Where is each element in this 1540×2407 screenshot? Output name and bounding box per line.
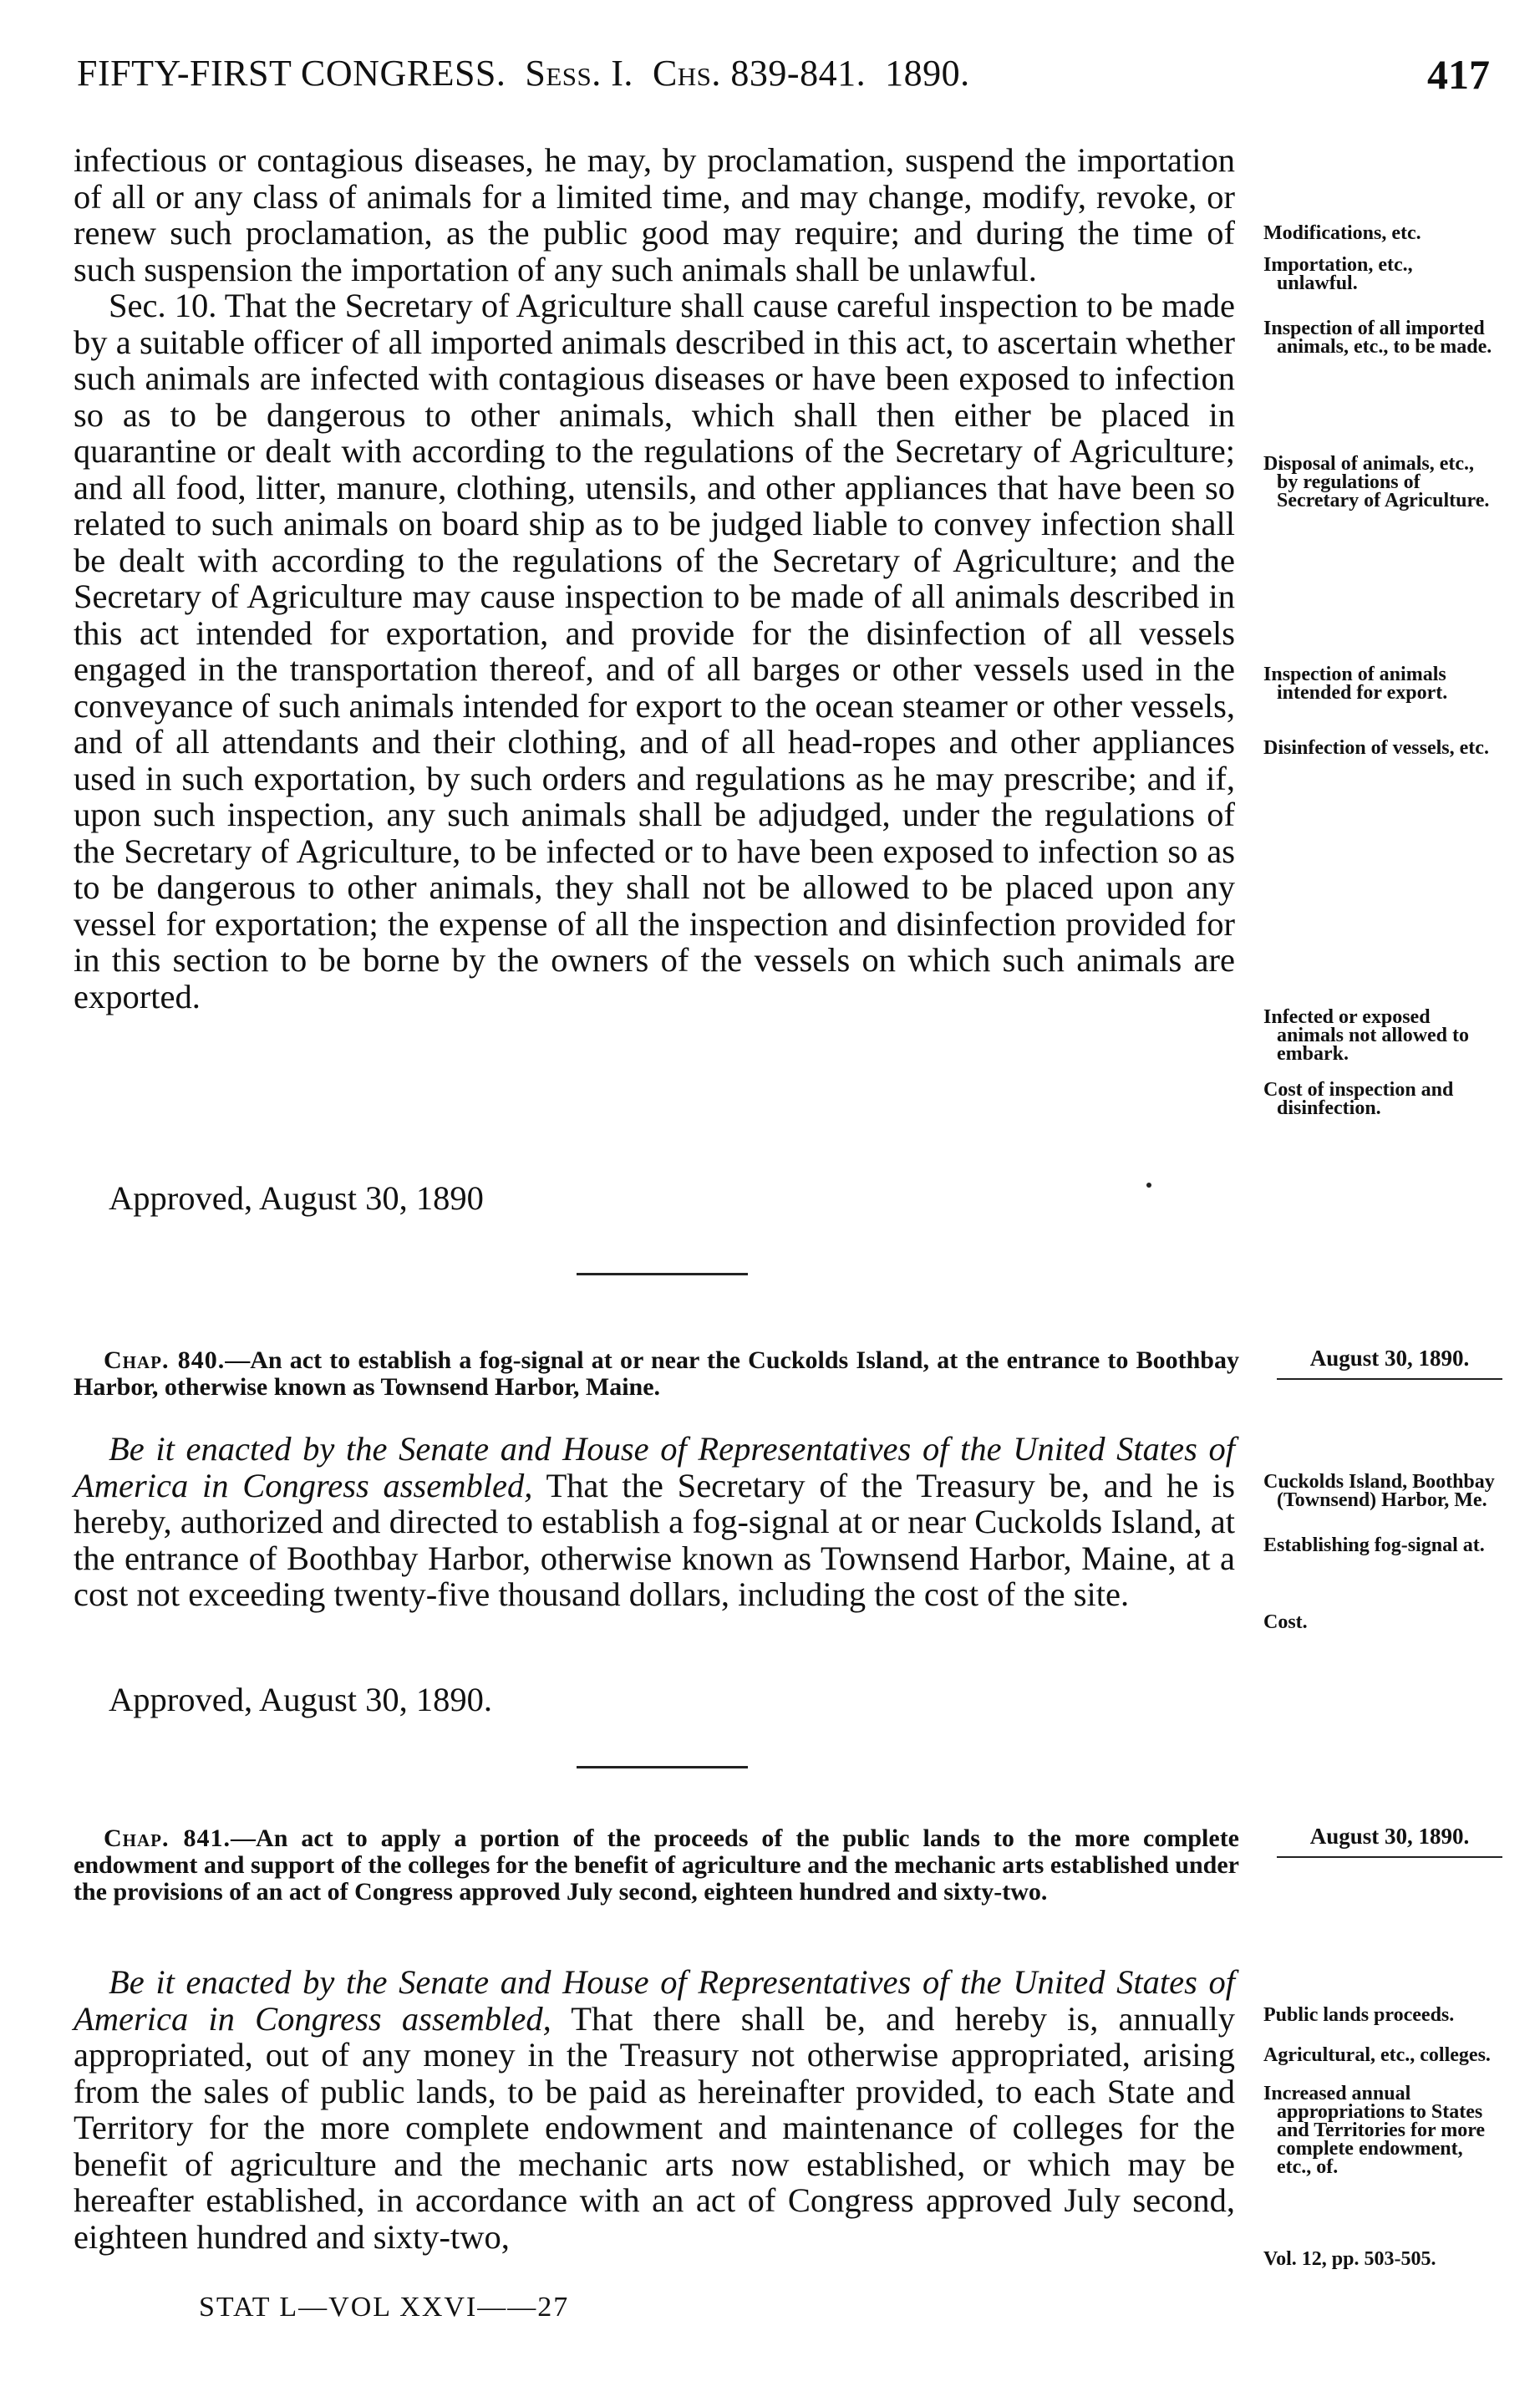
chap-840-heading xyxy=(74,1347,1239,1401)
separator-rule xyxy=(577,1766,748,1768)
chap-839-text xyxy=(74,142,1235,1015)
chap-841-heading xyxy=(74,1825,1239,1906)
paragraph-section-10: Sec. 10. That the Secretary of Agriculture shall cause careful inspection to be made by a suitable officer of all imported animals described in this act, to ascertain whether such animals are infected with contagious diseases or have been exposed to infection so as to be dangerous to other animals, which shall then either be placed in quarantine or dealt with according to the regulations of the Secretary of Agriculture; and all food, litter, manure, clothing, utensils, and other appliances that have been so related to such animals on board ship as to be judged liable to convey infection shall be dealt with according to the regulations of the Secretary of Agriculture; and the Secretary of Agriculture may cause inspection to be made of all animals described in this act intended for exportation, and provide for the disinfection of all vessels engaged in the transportation thereof, and of all barges or other vessels used in the conveyance of such animals intended for export to the ocean steamer or other vessels, and of all attendants and their clothing, and of all head-ropes and other appliances used in such exportation, by such orders and regulations as he may prescribe; and if, upon such inspection, any such animals shall be adjudged, under the regulations of the Secretary of Agriculture, to be infected or to have been exposed to infection so as to be dangerous to other animals, they shall not be allowed to be placed upon any vessel for exportation; the expense of all the inspection and disinfection provided for in this section to be borne by the owners of the vessels on which such animals are exported. xyxy=(74,287,1235,1015)
paragraph-suspension: infectious or contagious diseases, he may, by proclamation, suspend the importation of all or any class of animals for a limited time, and may change, modify, revoke, or renew such proclamation, as the public good may require; and during the time of such suspension the importation of any such animals shall be unlawful. xyxy=(74,141,1235,288)
margin-note-cost-840: Cost. xyxy=(1263,1611,1308,1633)
margin-note-establishing: Establishing fog-signal at. xyxy=(1263,1534,1485,1556)
margin-note-public-lands: Public lands proceeds. xyxy=(1263,2004,1455,2026)
year-label: 1890. xyxy=(885,53,970,94)
margin-note-increased: Increased annual appropriations to States and Territories for more complete endowment, etc., of. xyxy=(1263,2083,1486,2178)
chap-841-title: —An act to apply a portion of the proceeds of the public lands to the more complete endowment and support of the colleges for the benefit of agriculture and the mechanic arts established under the provisions of an act of Congress approved July second, eighteen hundred and sixty-two. xyxy=(74,1824,1239,1906)
margin-note-cost: Cost of inspection and disinfection. xyxy=(1263,1079,1454,1119)
chapters-label: Chs. 839-841. xyxy=(652,53,867,94)
congress-label: FIFTY-FIRST CONGRESS. xyxy=(77,53,506,94)
chap-840-date: August 30, 1890. xyxy=(1277,1346,1502,1380)
separator-rule xyxy=(577,1273,748,1275)
margin-note-disposal: Disposal of animals, etc., by regulations of Secretary of Agriculture. xyxy=(1263,453,1490,511)
page-number: 417 xyxy=(1427,51,1490,98)
margin-note-export-inspection: Inspection of animals intended for export. xyxy=(1263,664,1448,704)
approved-840: Approved, August 30, 1890. xyxy=(109,1681,492,1718)
margin-note-volume: Vol. 12, pp. 503-505. xyxy=(1263,2248,1436,2270)
chap-840-body: That the Secretary of the Treasury be, and he is hereby, authorized and directed to establish a fog-signal at or near Cuckolds Island, at the entrance of Boothbay Harbor, otherwise known as Townsend Harbor, Maine, at a cost not exceeding twenty-five thousand dollars, including the cost of the site. xyxy=(74,1466,1235,1613)
enacting-clause-841: Be it enacted by the Senate and House of Representatives of the United States of America in Congress assembled, xyxy=(74,1963,1235,2038)
chap-840-title: —An act to establish a fog-signal at or near the Cuckolds Island, at the entrance to Boothbay Harbor, otherwise known as Townsend Harbor, Maine. xyxy=(74,1346,1239,1401)
chap-840-text xyxy=(74,1431,1235,1613)
margin-note-infected: Infected or exposed animals not allowed to embark. xyxy=(1263,1006,1470,1065)
margin-note-inspection: Inspection of all imported animals, etc., to be made. xyxy=(1263,318,1492,358)
chap-840-label: Chap. 840. xyxy=(104,1346,226,1374)
margin-note-disinfection: Disinfection of vessels, etc. xyxy=(1263,737,1489,759)
margin-note-colleges: Agricultural, etc., colleges. xyxy=(1263,2044,1491,2066)
chap-841-label: Chap. 841. xyxy=(104,1824,231,1852)
approved-839: Approved, August 30, 1890 xyxy=(109,1179,484,1217)
margin-note-importation: Importation, etc., unlawful. xyxy=(1263,254,1413,294)
page-header xyxy=(77,52,1490,102)
enacting-clause-840: Be it enacted by the Senate and House of Representatives of the United States of America in Congress assembled, xyxy=(74,1430,1235,1504)
ink-speck xyxy=(1146,1183,1151,1188)
running-head xyxy=(77,52,970,94)
margin-note-modifications: Modifications, etc. xyxy=(1263,222,1421,244)
signature-line: STAT L—VOL XXVI——27 xyxy=(199,2292,570,2323)
margin-note-island: Cuckolds Island, Boothbay (Townsend) Harbor, Me. xyxy=(1263,1471,1495,1511)
session-label: Sess. I. xyxy=(525,53,633,94)
chap-841-text xyxy=(74,1964,1235,2255)
chap-841-body: That there shall be, and hereby is, annually appropriated, out of any money in the Treasury not otherwise appropriated, arising from the sales of public lands, to be paid as hereinafter provided, to each State and Territory for the more complete endowment and maintenance of colleges for the benefit of agriculture and the mechanic arts now established, or which may be hereafter established, in accordance with an act of Congress approved July second, eighteen hundred and sixty-two, xyxy=(74,1999,1235,2256)
chap-841-date: August 30, 1890. xyxy=(1277,1824,1502,1858)
